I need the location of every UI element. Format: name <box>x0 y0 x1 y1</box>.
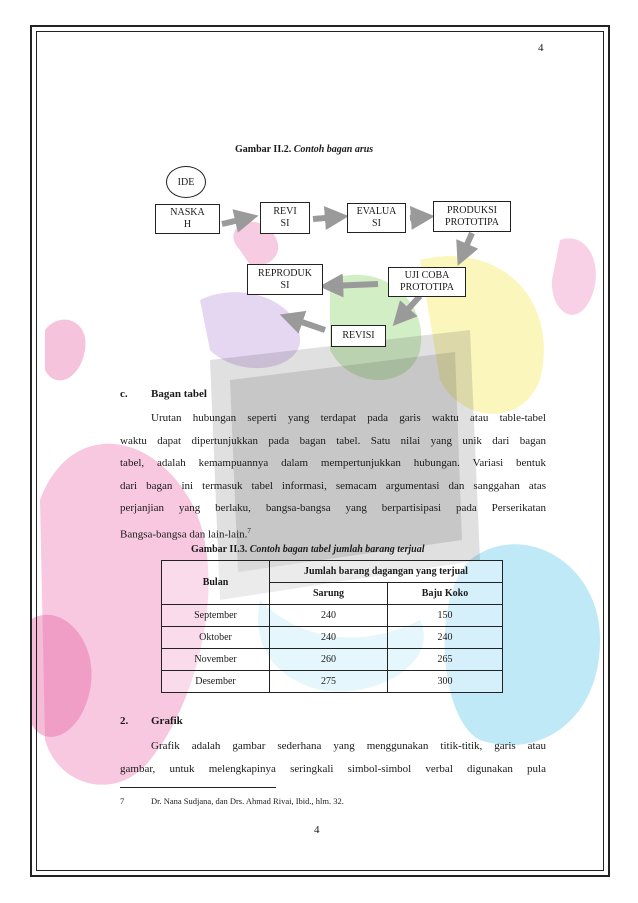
paragraph-line-last <box>120 520 546 543</box>
section-title: Bagan tabel <box>151 388 207 400</box>
flowchart-node-evaluasi: EVALUA SI <box>347 203 406 233</box>
flowchart-node-revisi-bottom: REVISI <box>331 325 386 347</box>
table-header-row <box>162 561 503 583</box>
flowchart-node-revisi-top: REVI SI <box>260 202 310 234</box>
table-header-baju-koko: Baju Koko <box>388 583 503 605</box>
table-cell-baju: 265 <box>388 649 503 671</box>
arrow-evaluasi-produksi <box>410 217 424 218</box>
arrow-revisi-evaluasi <box>313 217 338 219</box>
table-cell-bulan: November <box>162 649 270 671</box>
table-row <box>162 649 503 671</box>
section-title: Grafik <box>151 715 183 727</box>
paragraph-line: Grafik adalah gambar sederhana yang menggunakan titik-titik, garis atau <box>151 740 546 752</box>
figure-caption-label: Gambar II.2. <box>235 144 292 155</box>
table-cell-baju: 150 <box>388 605 503 627</box>
figure-caption-title: Contoh bagan tabel jumlah barang terjual <box>249 544 425 555</box>
table-header-bulan: Bulan <box>162 561 270 605</box>
paragraph-line: tabel, adalah kemampuannya dalam mempertunjukkan hubungan. Variasi bentuk <box>120 457 546 469</box>
figure-caption-title: Contoh bagan arus <box>293 144 374 155</box>
table-cell-baju: 240 <box>388 627 503 649</box>
footnote-text: Dr. Nana Sudjana, dan Drs. Ahmad Rivai, Ibid., hlm. 32. <box>151 796 344 806</box>
table-cell-sarung: 275 <box>270 671 388 693</box>
table-cell-bulan: Desember <box>162 671 270 693</box>
flowchart-node-produksi: PRODUKSI PROTOTIPA <box>433 201 511 232</box>
section-number: 2. <box>120 715 129 727</box>
table-cell-sarung: 240 <box>270 627 388 649</box>
table-row <box>162 627 503 649</box>
paragraph-line: perjanjian yang berlaku, bangsa-bangsa yang berpartisipasi pada Perserikatan <box>120 502 546 514</box>
figure-caption-table <box>191 544 424 555</box>
paragraph-grafik <box>120 735 546 780</box>
figure-caption-label: Gambar II.3. <box>191 544 248 555</box>
footnote <box>120 796 344 806</box>
footnote-reference: 7 <box>247 526 251 535</box>
table-header-sarung: Sarung <box>270 583 388 605</box>
table-cell-baju: 300 <box>388 671 503 693</box>
table-cell-sarung: 260 <box>270 649 388 671</box>
paragraph-line: gambar, untuk melengkapinya seringkali simbol-simbol verbal digunakan pula <box>120 762 546 775</box>
table-cell-sarung: 240 <box>270 605 388 627</box>
flowchart-node-uji-coba: UJI COBA PROTOTIPA <box>388 267 466 297</box>
section-heading-grafik <box>120 715 183 727</box>
arrow-produksi-ujicoba <box>462 233 472 256</box>
arrow-to-reproduksi <box>330 284 378 286</box>
paragraph-line: Bangsa-bangsa dan lain-lain. <box>120 528 248 541</box>
section-number: c. <box>120 388 128 400</box>
footnote-number: 7 <box>120 796 125 806</box>
table-cell-bulan: September <box>162 605 270 627</box>
arrow-naskah-revisi <box>222 218 248 224</box>
footnote-separator <box>120 787 276 788</box>
paragraph-bagan-tabel <box>120 407 546 542</box>
arrow-revisi-reproduksi <box>290 318 325 330</box>
section-heading-bagan-tabel <box>120 388 207 400</box>
flowchart-node-ide: IDE <box>166 166 206 198</box>
page-number-bottom: 4 <box>314 824 320 836</box>
flowchart-node-reproduksi: REPRODUK SI <box>247 264 323 295</box>
table-cell-bulan: Oktober <box>162 627 270 649</box>
paragraph-line: dari bagan ini termasuk tabel informasi, semacam argumentasi dan sanggahan atas <box>120 479 546 492</box>
sales-table <box>161 560 503 693</box>
table-row <box>162 671 503 693</box>
table-row <box>162 605 503 627</box>
paragraph-line: Urutan hubungan seperti yang terdapat pada garis waktu atau table-tabel <box>151 412 546 424</box>
page-number-top: 4 <box>538 42 544 54</box>
flowchart-node-naskah: NASKA H <box>155 204 220 234</box>
table-header-group: Jumlah barang dagangan yang terjual <box>270 561 503 583</box>
arrow-ujicoba-revisi <box>400 296 420 318</box>
paragraph-line: waktu dapat dipertunjukkan pada bagan tabel. Satu nilai yang unik dari bagan <box>120 434 546 447</box>
